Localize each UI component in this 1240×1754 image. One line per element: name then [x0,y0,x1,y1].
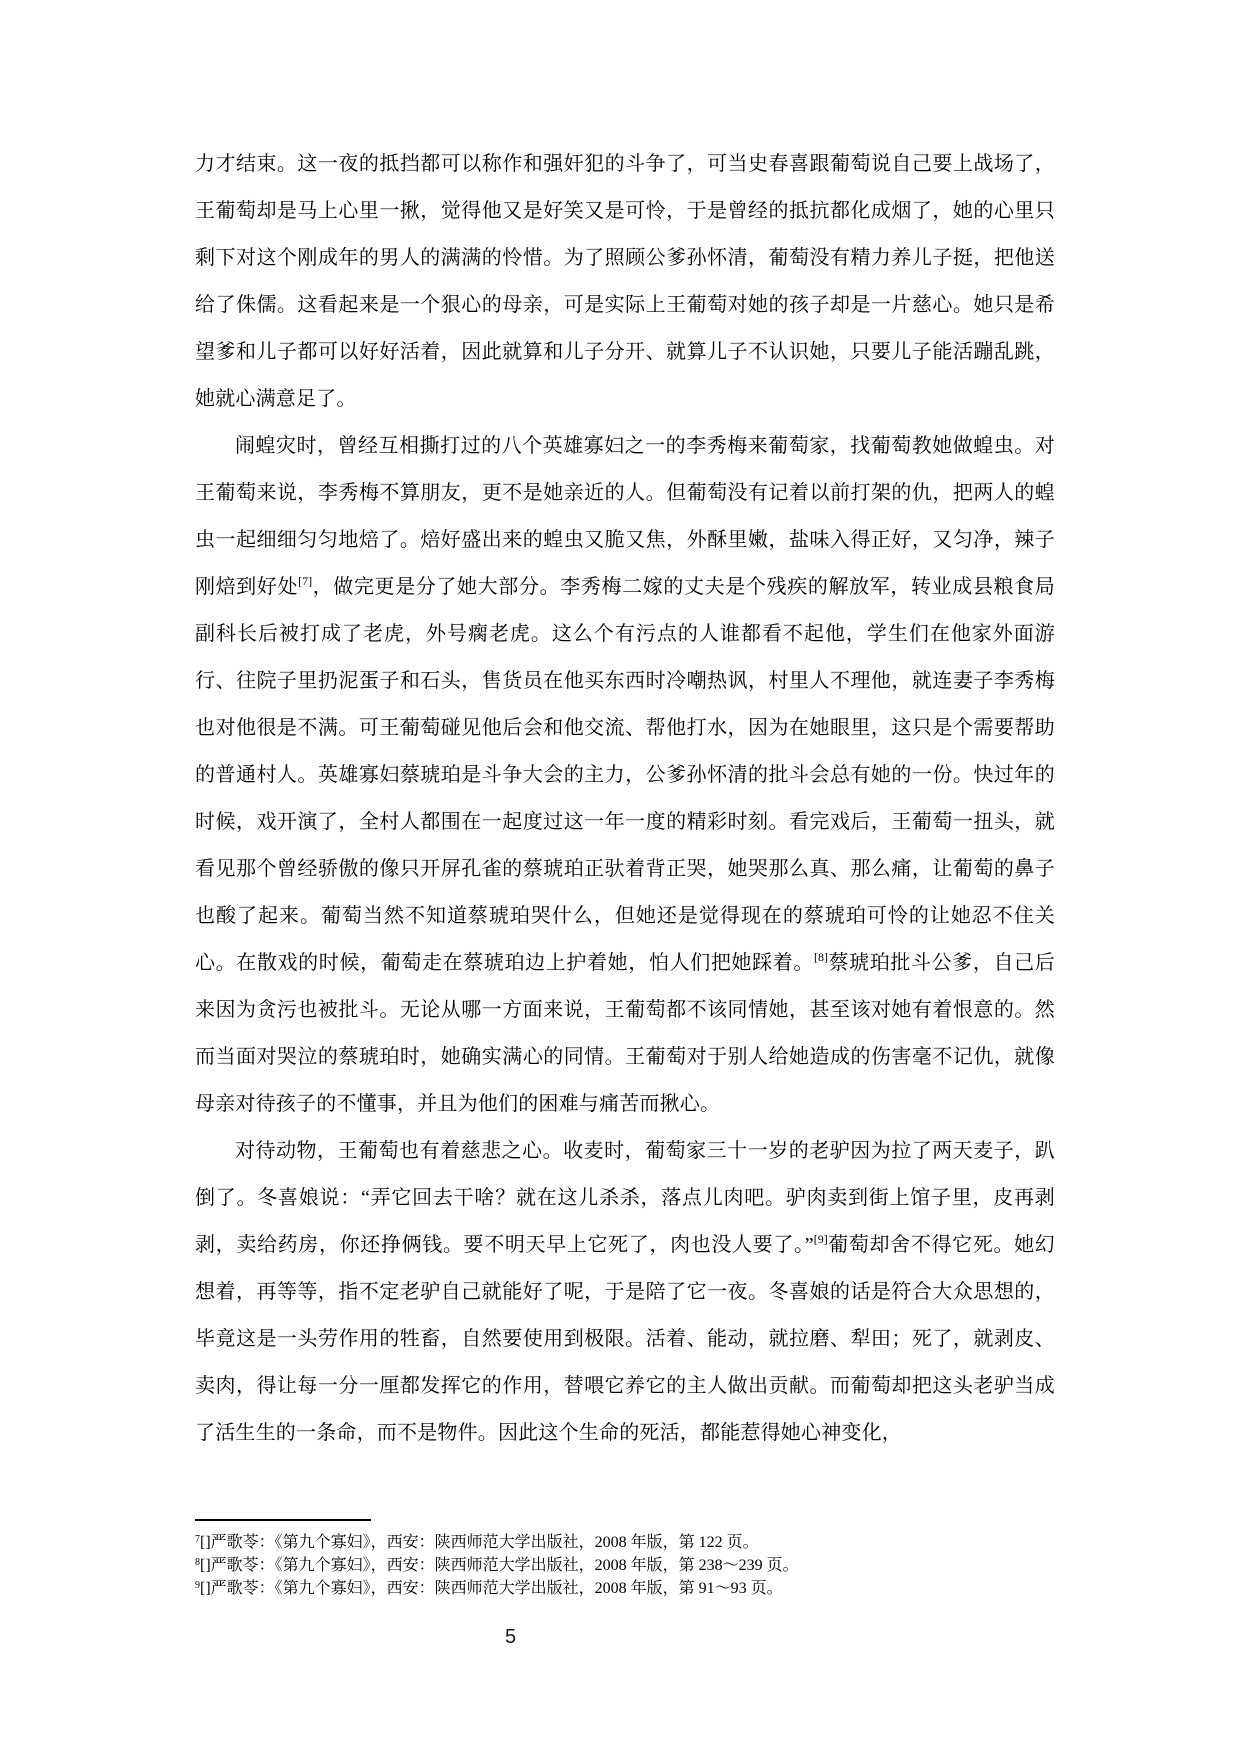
paragraph-2 [195,423,1055,1128]
footnote-separator-rule [195,1519,371,1521]
footnote-9-text: 严歌苓：《第九个寡妇》，西安：陕西师范大学出版社，2008 年版，第 91～93 页。 [210,1580,783,1597]
footnote-ref-7: [7] [298,574,313,588]
paragraph-2-text-1: 闹蝗灾时，曾经互相撕打过的八个英雄寡妇之一的李秀梅来葡萄家，找葡萄教她做蝗虫。对王葡萄来说，李秀梅不算朋友，更不是她亲近的人。但葡萄没有记着以前打架的仇，把两人的蝗虫一起细细匀匀地焙了。焙好盛出来的蝗虫又脆又焦，外酥里嫩，盐味入得正好，又匀净，辣子刚焙到好处 [195,435,1055,598]
paragraph-1-text: 力才结束。这一夜的抵挡都可以称作和强奸犯的斗争了，可当史春喜跟葡萄说自己要上战场了，王葡萄却是马上心里一揪，觉得他又是好笑又是可怜，于是曾经的抵抗都化成烟了，她的心里只剩下对这个刚成年的男人的满满的怜惜。为了照顾公爹孙怀清，葡萄没有精力养儿子挺，把他送给了侏儒。这看起来是一个狠心的母亲，可是实际上王葡萄对她的孩子却是一片慈心。她只是希望爹和儿子都可以好好活着，因此就算和儿子分开、就算儿子不认识她，只要儿子能活蹦乱跳，她就心满意足了。 [195,153,1055,410]
page-number: 5 [505,1626,517,1648]
footnote-7 [195,1531,1055,1554]
paragraph-2-text-3: 蔡琥珀批斗公爹，自己后来因为贪污也被批斗。无论从哪一方面来说，王葡萄都不该同情她，甚至该对她有着恨意的。然而当面对哭泣的蔡琥珀时，她确实满心的同情。王葡萄对于别人给她造成的伤害毫不记仇，就像母亲对待孩子的不懂事，并且为他们的困难与痛苦而揪心。 [195,952,1056,1115]
paragraph-3-text-2: 葡萄却舍不得它死。她幻想着，再等等，指不定老驴自己就能好了呢，于是陪了它一夜。冬喜娘的话是符合大众思想的，毕竟这是一头劳作用的牲畜，自然要使用到极限。活着、能动，就拉磨、犁田；死了，就剥皮、卖肉，得让每一分一厘都发挥它的作用，替喂它养它的主人做出贡献。而葡萄却把这头老驴当成了活生生的一条命，而不是物件。因此这个生命的死活，都能惹得她心神变化， [195,1234,1056,1444]
footnote-8 [195,1554,1055,1577]
footnote-ref-9: [9] [813,1232,828,1246]
footnote-ref-8: [8] [814,950,829,964]
paragraph-1 [195,141,1055,423]
footnote-9-bracket: [] [200,1580,211,1597]
footnote-7-text: 严歌苓：《第九个寡妇》，西安：陕西师范大学出版社，2008 年版，第 122 页。 [210,1534,759,1551]
footnote-8-text: 严歌苓：《第九个寡妇》，西安：陕西师范大学出版社，2008 年版，第 238～239 页。 [210,1557,799,1574]
body-text [195,141,1055,1457]
paragraph-3 [195,1128,1055,1457]
footnote-9 [195,1577,1055,1600]
footnote-9-marker: 9 [195,1580,200,1591]
footnote-7-marker: 7 [195,1534,200,1545]
footnote-7-bracket: [] [200,1534,211,1551]
paragraph-2-text-2: ，做完更是分了她大部分。李秀梅二嫁的丈夫是个残疾的解放军，转业成县粮食局副科长后被打成了老虎，外号瘸老虎。这么个有污点的人谁都看不起他，学生们在他家外面游行、往院子里扔泥蛋子和石头，售货员在他买东西时冷嘲热讽，村里人不理他，就连妻子李秀梅也对他很是不满。可王葡萄碰见他后会和他交流、帮他打水，因为在她眼里，这只是个需要帮助的普通村人。英雄寡妇蔡琥珀是斗争大会的主力，公爹孙怀清的批斗会总有她的一份。快过年的时候，戏开演了，全村人都围在一起度过这一年一度的精彩时刻。看完戏后，王葡萄一扭头，就看见那个曾经骄傲的像只开屏孔雀的蔡琥珀正驮着背正哭，她哭那么真、那么痛，让葡萄的鼻子也酸了起来。葡萄当然不知道蔡琥珀哭什么，但她还是觉得现在的蔡琥珀可怜的让她忍不住关心。在散戏的时候，葡萄走在蔡琥珀边上护着她，怕人们把她踩着。 [195,576,1055,974]
footnote-area [195,1519,1055,1600]
footnote-8-marker: 8 [195,1557,200,1568]
footnote-8-bracket: [] [200,1557,211,1574]
paragraph-3-text-1: 对待动物，王葡萄也有着慈悲之心。收麦时，葡萄家三十一岁的老驴因为拉了两天麦子，趴倒了。冬喜娘说：“弄它回去干啥？就在这儿杀杀，落点儿肉吧。驴肉卖到街上馆子里，皮再剥剥，卖给药房，你还挣俩钱。要不明天早上它死了，肉也没人要了。” [195,1140,1055,1256]
